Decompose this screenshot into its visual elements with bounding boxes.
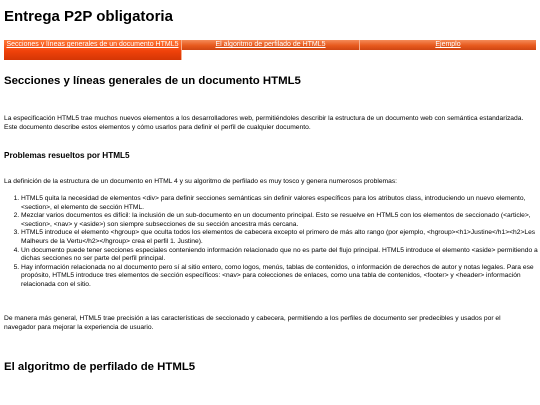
page-title: Entrega P2P obligatoria: [4, 8, 173, 25]
intro-paragraph: La especificación HTML5 trae muchos nuevos elementos a los desarrolladores web, permitiéndoles describir la estructura de un documento web con semántica estandarizada. Este documento describe estos elementos y cómo usarlos para definir el perfil de cualquier documento.: [4, 115, 524, 131]
navigation-tabs: [4, 40, 536, 60]
list-item: 3. HTML5 introduce el elemento <hgroup> que oculta todos los elementos de cabecera excepto el primero de más alto rango (por ejemplo, <hgroup><h1>Justine</h1><h2>Les Malheurs de la Vertu</h2></hgroup> crea el perfil 1. Justine).: [21, 229, 540, 246]
tab-ejemplo-label[interactable]: Ejemplo: [435, 41, 461, 48]
tab-ejemplo[interactable]: [360, 40, 536, 50]
section-heading-algoritmo: El algoritmo de perfilado de HTML5: [4, 361, 196, 373]
list-item: 2. Mezclar varios documentos es difícil: la inclusión de un sub-documento en un documento principal. Esto se resuelve en HTML5 con los elementos de seccionado (<article>, <section>, <nav> y <aside>) son siempre subsecciones de su sección ancestra más cercana.: [21, 212, 540, 229]
subsection-heading-problemas: Problemas resueltos por HTML5: [4, 151, 130, 160]
tab-secciones-label[interactable]: Secciones y líneas generales de un documento HTML5: [6, 41, 179, 48]
list-item: 4. Un documento puede tener secciones especiales conteniendo información relacionado que no es parte del flujo principal. HTML5 introduce el elemento <aside> permitiendo a dichas secciones no ser parte del perfil principal.: [21, 247, 540, 264]
list-item: 5. Hay información relacionada no al documento pero sí al sitio entero, como logos, menús, tablas de contenidos, o información de derechos de autor y notas legales. Para ese propósito, HTML5 introduce tres elementos de sección específicos: <nav> para colecciones de enlaces, como una tabla de contenidos, <footer> y <header> información relacionada con el sitio.: [21, 264, 540, 290]
problems-list: [4, 195, 540, 290]
tab-algoritmo[interactable]: [182, 40, 360, 50]
tab-secciones[interactable]: [4, 40, 182, 60]
problems-intro-paragraph: La definición de la estructura de un documento en HTML 4 y su algoritmo de perfilado es muy tosco y genera numerosos problemas:: [4, 178, 398, 185]
list-item: 1. HTML5 quita la necesidad de elementos <div> para definir secciones semánticas sin definir valores específicos para los atributos class, introduciendo un nuevo elemento, <section>, el elemento de sección HTML.: [21, 195, 540, 212]
conclusion-paragraph: De manera más general, HTML5 trae precisión a las características de seccionado y cabecera, permitiendo a los perfiles de documento ser predecibles y usados por el navegador para mejorar la experiencia de usuario.: [4, 315, 501, 331]
section-heading-secciones: Secciones y líneas generales de un documento HTML5: [4, 75, 301, 87]
tab-algoritmo-label[interactable]: El algoritmo de perfilado de HTML5: [215, 41, 326, 48]
